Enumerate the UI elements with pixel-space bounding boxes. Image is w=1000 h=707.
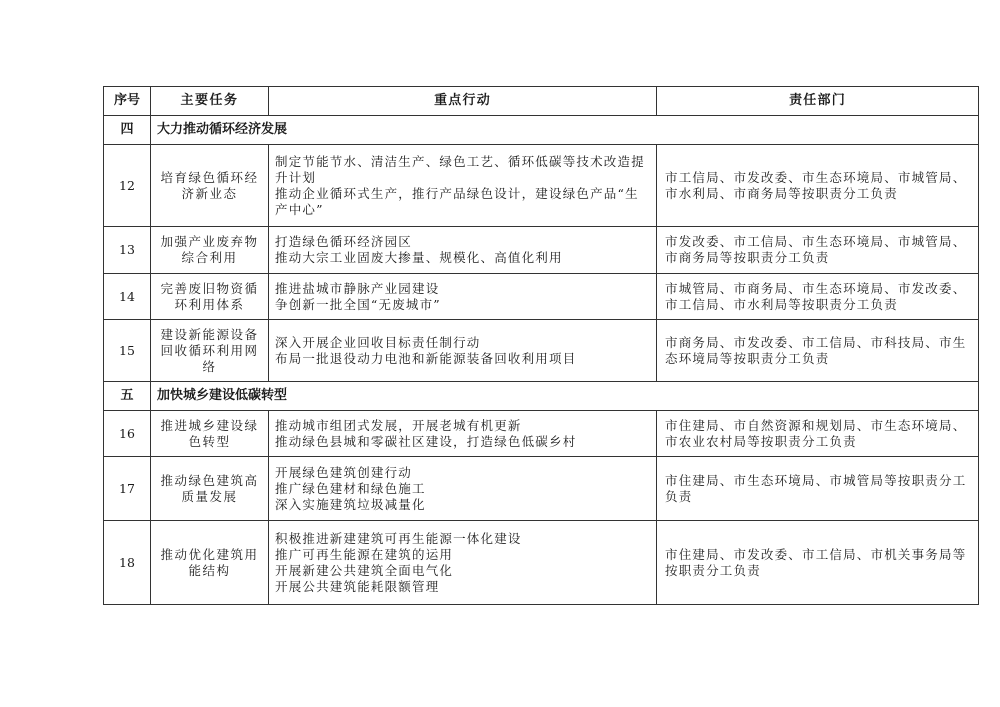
action-item: 推进盐城市静脉产业园建设 [275,280,440,296]
section-numeral: 五 [104,382,151,411]
header-dept: 责任部门 [657,87,979,116]
row-actions [269,457,657,521]
header-action: 重点行动 [269,87,657,116]
table-row [104,274,979,320]
section-title: 加快城乡建设低碳转型 [151,382,979,411]
action-item: 深入开展企业回收目标责任制行动 [275,334,481,350]
row-no: 13 [104,227,151,274]
row-dept: 市商务局、市发改委、市工信局、市科技局、市生态环境局等按职责分工负责 [657,320,979,382]
action-item: 推动企业循环式生产，推行产品绿色设计，建设绿色产品“生产中心” [275,185,639,217]
row-actions [269,521,657,605]
row-task: 建设新能源设备回收循环利用网络 [151,320,269,382]
row-no: 14 [104,274,151,320]
action-item: 推动城市组团式发展，开展老城有机更新 [275,417,522,433]
section-row [104,116,979,145]
row-no: 17 [104,457,151,521]
action-item: 推广可再生能源在建筑的运用 [275,546,454,562]
row-dept: 市工信局、市发改委、市生态环境局、市城管局、市水利局、市商务局等按职责分工负责 [657,145,979,227]
row-no: 18 [104,521,151,605]
action-item: 开展公共建筑能耗限额管理 [275,578,440,594]
action-item: 推广绿色建材和绿色施工 [275,480,426,496]
action-item: 开展绿色建筑创建行动 [275,464,413,480]
row-task: 加强产业废弃物综合利用 [151,227,269,274]
table-row [104,457,979,521]
row-dept: 市住建局、市发改委、市工信局、市机关事务局等按职责分工负责 [657,521,979,605]
row-task: 推动优化建筑用能结构 [151,521,269,605]
table-row [104,521,979,605]
row-dept: 市城管局、市商务局、市生态环境局、市发改委、市工信局、市水利局等按职责分工负责 [657,274,979,320]
action-item: 制定节能节水、清洁生产、绿色工艺、循环低碳等技术改造提升计划 [275,153,645,185]
table-row [104,227,979,274]
row-actions [269,145,657,227]
header-no: 序号 [104,87,151,116]
row-no: 12 [104,145,151,227]
action-item: 积极推进新建建筑可再生能源一体化建设 [275,530,522,546]
table-row [104,320,979,382]
task-table [103,86,979,605]
action-item: 开展新建公共建筑全面电气化 [275,562,454,578]
action-item: 推动绿色县城和零碳社区建设，打造绿色低碳乡村 [275,433,577,449]
row-task: 完善废旧物资循环利用体系 [151,274,269,320]
row-dept: 市住建局、市自然资源和规划局、市生态环境局、市农业农村局等按职责分工负责 [657,411,979,457]
action-item: 布局一批退役动力电池和新能源装备回收利用项目 [275,350,577,366]
section-numeral: 四 [104,116,151,145]
row-actions [269,320,657,382]
section-row [104,382,979,411]
row-task: 推进城乡建设绿色转型 [151,411,269,457]
row-actions [269,274,657,320]
row-actions [269,411,657,457]
row-dept: 市住建局、市生态环境局、市城管局等按职责分工负责 [657,457,979,521]
table-row [104,411,979,457]
action-item: 争创新一批全国“无废城市” [275,296,441,312]
table-row [104,145,979,227]
row-dept: 市发改委、市工信局、市生态环境局、市城管局、市商务局等按职责分工负责 [657,227,979,274]
action-item: 打造绿色循环经济园区 [275,234,413,249]
row-task: 推动绿色建筑高质量发展 [151,457,269,521]
row-no: 15 [104,320,151,382]
row-no: 16 [104,411,151,457]
action-item: 深入实施建筑垃圾减量化 [275,496,426,512]
row-actions [269,227,657,274]
action-item: 推动大宗工业固废大掺量、规模化、高值化利用 [275,250,563,265]
row-task: 培育绿色循环经济新业态 [151,145,269,227]
header-row [104,87,979,116]
section-title: 大力推动循环经济发展 [151,116,979,145]
header-task: 主要任务 [151,87,269,116]
